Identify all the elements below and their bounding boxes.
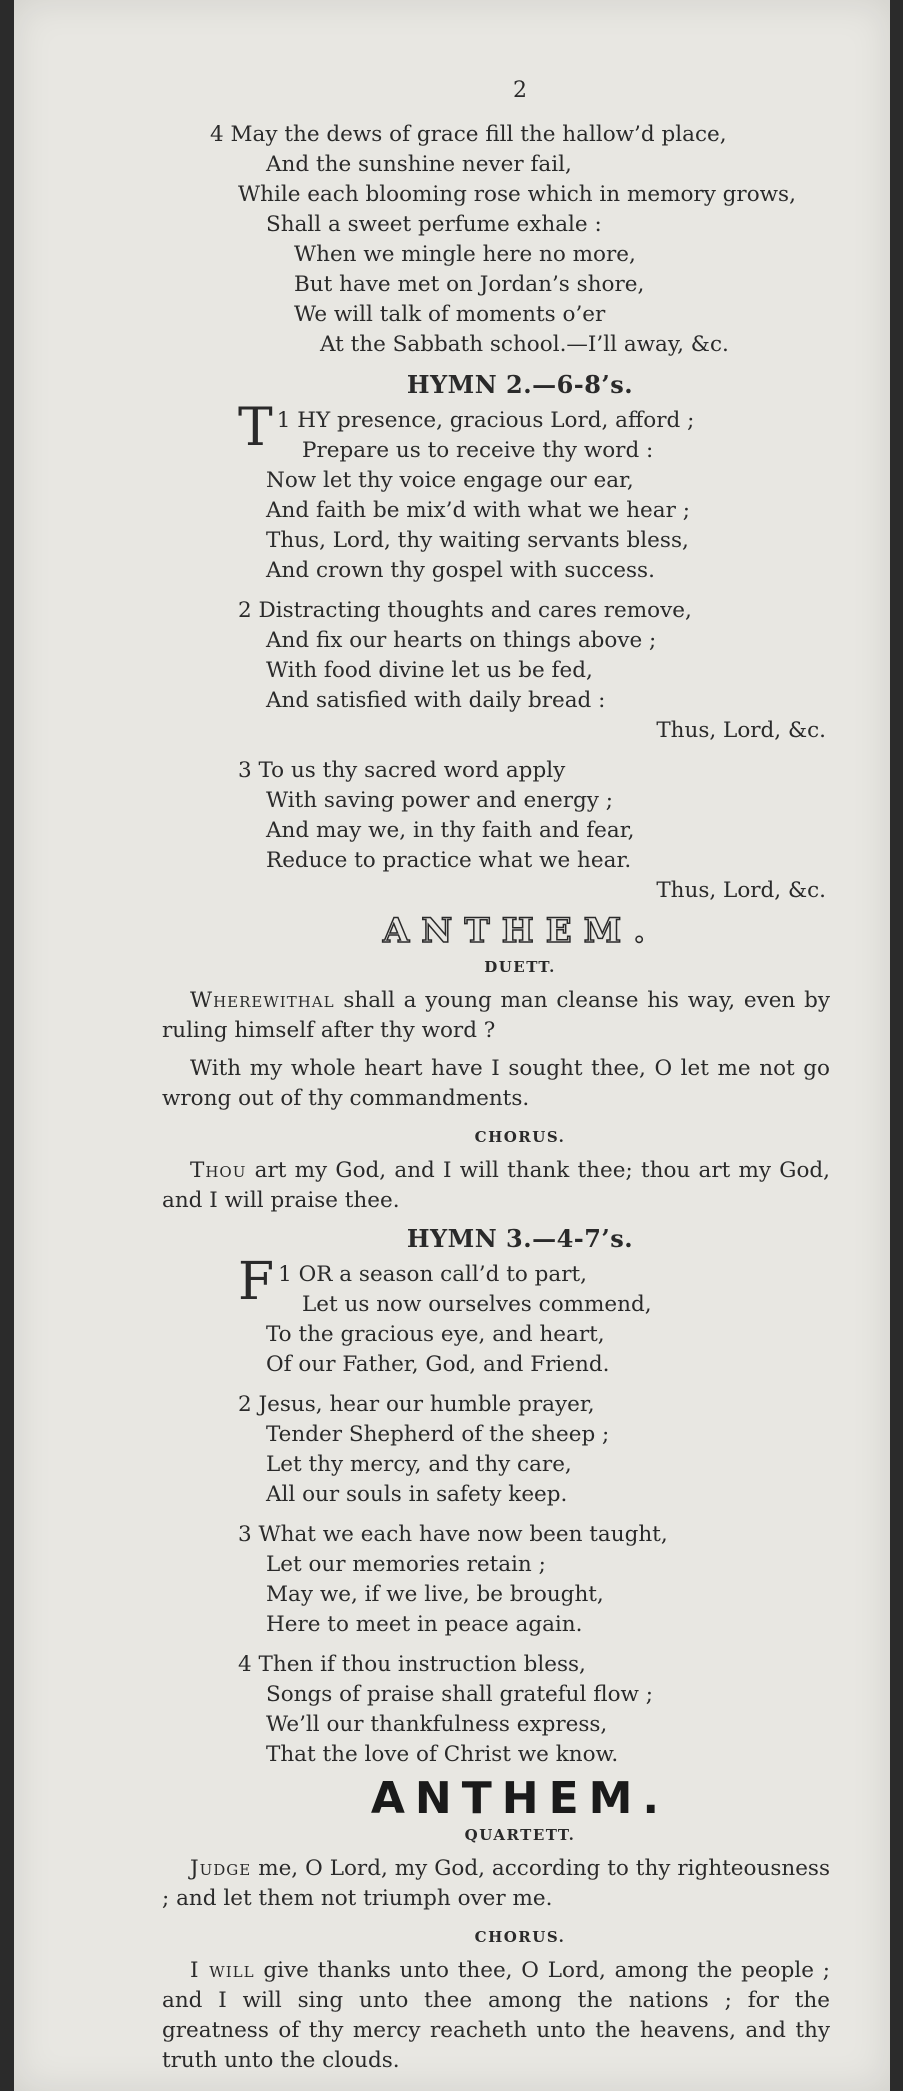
duett-label: DUETT. xyxy=(484,958,556,976)
verse-line: Let thy mercy, and thy care, xyxy=(266,1452,572,1477)
prose-text: me, O Lord, my God, according to thy righteousness ; and let them not triumph over me. xyxy=(162,1856,830,1911)
verse-line: While each blooming rose which in memory grows, xyxy=(238,182,796,207)
verse-line: All our souls in safety keep. xyxy=(266,1482,568,1507)
verse-line: 2 Distracting thoughts and cares remove, xyxy=(238,598,692,623)
verse-4 xyxy=(210,120,830,360)
verse-line: OR a season call’d to part, xyxy=(298,1262,587,1287)
verse-line: Of our Father, God, and Friend. xyxy=(266,1352,610,1377)
prose-text: give thanks unto thee, O Lord, among the people ; and I will sing unto thee among the nations ; for the greatness of thy mercy reacheth unto the heavens, and thy truth unto the clouds. xyxy=(162,1958,831,2073)
verse-line: Now let thy voice engage our ear, xyxy=(266,468,634,493)
verse-line: And the sunshine never fail, xyxy=(266,152,572,177)
verse-line: May we, if we live, be brought, xyxy=(266,1582,604,1607)
chorus-text xyxy=(162,1156,830,1216)
verse-line: With saving power and energy ; xyxy=(266,788,614,813)
prose-text: With my whole heart have I sought thee, O let me not go wrong out of thy commandments. xyxy=(162,1056,830,1111)
lead-word: Wherewithal xyxy=(190,988,335,1013)
lead-word: Judge xyxy=(190,1856,252,1881)
verse-line: Let us now ourselves commend, xyxy=(302,1292,652,1317)
verse-line: At the Sabbath school.—I’ll away, &c. xyxy=(320,332,729,357)
verse-line: And faith be mix’d with what we hear ; xyxy=(266,498,690,523)
verse-line: Shall a sweet perfume exhale : xyxy=(266,212,602,237)
hymn-3-title: HYMN 3.—4-7’s. xyxy=(406,1224,634,1253)
hymn-sheet-page xyxy=(162,76,831,2084)
verse-line: Thus, Lord, thy waiting servants bless, xyxy=(266,528,689,553)
drop-cap: F xyxy=(238,1252,275,1312)
anthem-2-title: ANTHEM. xyxy=(370,1773,670,1824)
verse-line: Let our memories retain ; xyxy=(266,1552,546,1577)
hymn-2-stanza-2 xyxy=(210,596,830,746)
lead-word: Thou xyxy=(190,1158,247,1183)
prose-text: art my God, and I will thank thee; thou art my God, and I will praise thee. xyxy=(162,1158,830,1213)
verse-line: HY presence, gracious Lord, afford ; xyxy=(297,408,695,433)
verse-line: 4 May the dews of grace fill the hallow’d place, xyxy=(210,122,727,147)
verse-line: And may we, in thy faith and fear, xyxy=(266,818,635,843)
anthem-1-title: ANTHEM. xyxy=(382,911,658,951)
quartett-text xyxy=(162,1854,830,1914)
verse-line: When we mingle here no more, xyxy=(294,242,636,267)
verse-line: Here to meet in peace again. xyxy=(266,1612,583,1637)
lead-word: I will xyxy=(190,1958,255,1983)
verse-line: To the gracious eye, and heart, xyxy=(266,1322,605,1347)
verse-line: Tender Shepherd of the sheep ; xyxy=(266,1422,610,1447)
refrain-line: Thus, Lord, &c. xyxy=(656,718,826,743)
verse-line: That the love of Christ we know. xyxy=(266,1742,619,1767)
refrain-line: Thus, Lord, &c. xyxy=(656,878,826,903)
hymn-3-stanza-1 xyxy=(210,1252,830,1380)
hymn-2-title: HYMN 2.—6-8’s. xyxy=(406,370,634,399)
verse-line: 3 What we each have now been taught, xyxy=(238,1522,668,1547)
chorus-text xyxy=(162,1956,830,2076)
hymn-3-stanza-4 xyxy=(210,1650,830,1770)
chorus-label: CHORUS. xyxy=(474,1128,566,1146)
verse-line: 2 Jesus, hear our humble prayer, xyxy=(238,1392,595,1417)
page-number: 2 xyxy=(513,78,527,103)
hymn-2-stanza-3 xyxy=(210,756,830,906)
hymn-2-stanza-1 xyxy=(210,398,830,586)
verse-line: Songs of praise shall grateful flow ; xyxy=(266,1682,653,1707)
verse-line: And satisfied with daily bread : xyxy=(266,688,606,713)
stanza-number: 1 xyxy=(278,1262,292,1287)
duett-text xyxy=(162,986,830,1114)
chorus-label: CHORUS. xyxy=(474,1928,566,1946)
quartett-label: QUARTETT. xyxy=(464,1826,576,1844)
verse-line: 4 Then if thou instruction bless, xyxy=(238,1652,586,1677)
verse-line: We’ll our thankfulness express, xyxy=(266,1712,608,1737)
verse-line: But have met on Jordan’s shore, xyxy=(294,272,645,297)
verse-line: 3 To us thy sacred word apply xyxy=(238,758,566,783)
verse-line: With food divine let us be fed, xyxy=(266,658,593,683)
verse-line: Prepare us to receive thy word : xyxy=(302,438,654,463)
verse-line: We will talk of moments o’er xyxy=(294,302,606,327)
prose-text: shall a young man cleanse his way, even by ruling himself after thy word ? xyxy=(162,988,830,1043)
verse-line: And crown thy gospel with success. xyxy=(266,558,655,583)
hymn-3-stanza-3 xyxy=(210,1520,830,1640)
verse-line: Reduce to practice what we hear. xyxy=(266,848,632,873)
drop-cap: T xyxy=(238,398,273,458)
hymn-3-stanza-2 xyxy=(210,1390,830,1510)
verse-line: And fix our hearts on things above ; xyxy=(266,628,657,653)
stanza-number: 1 xyxy=(276,408,291,433)
